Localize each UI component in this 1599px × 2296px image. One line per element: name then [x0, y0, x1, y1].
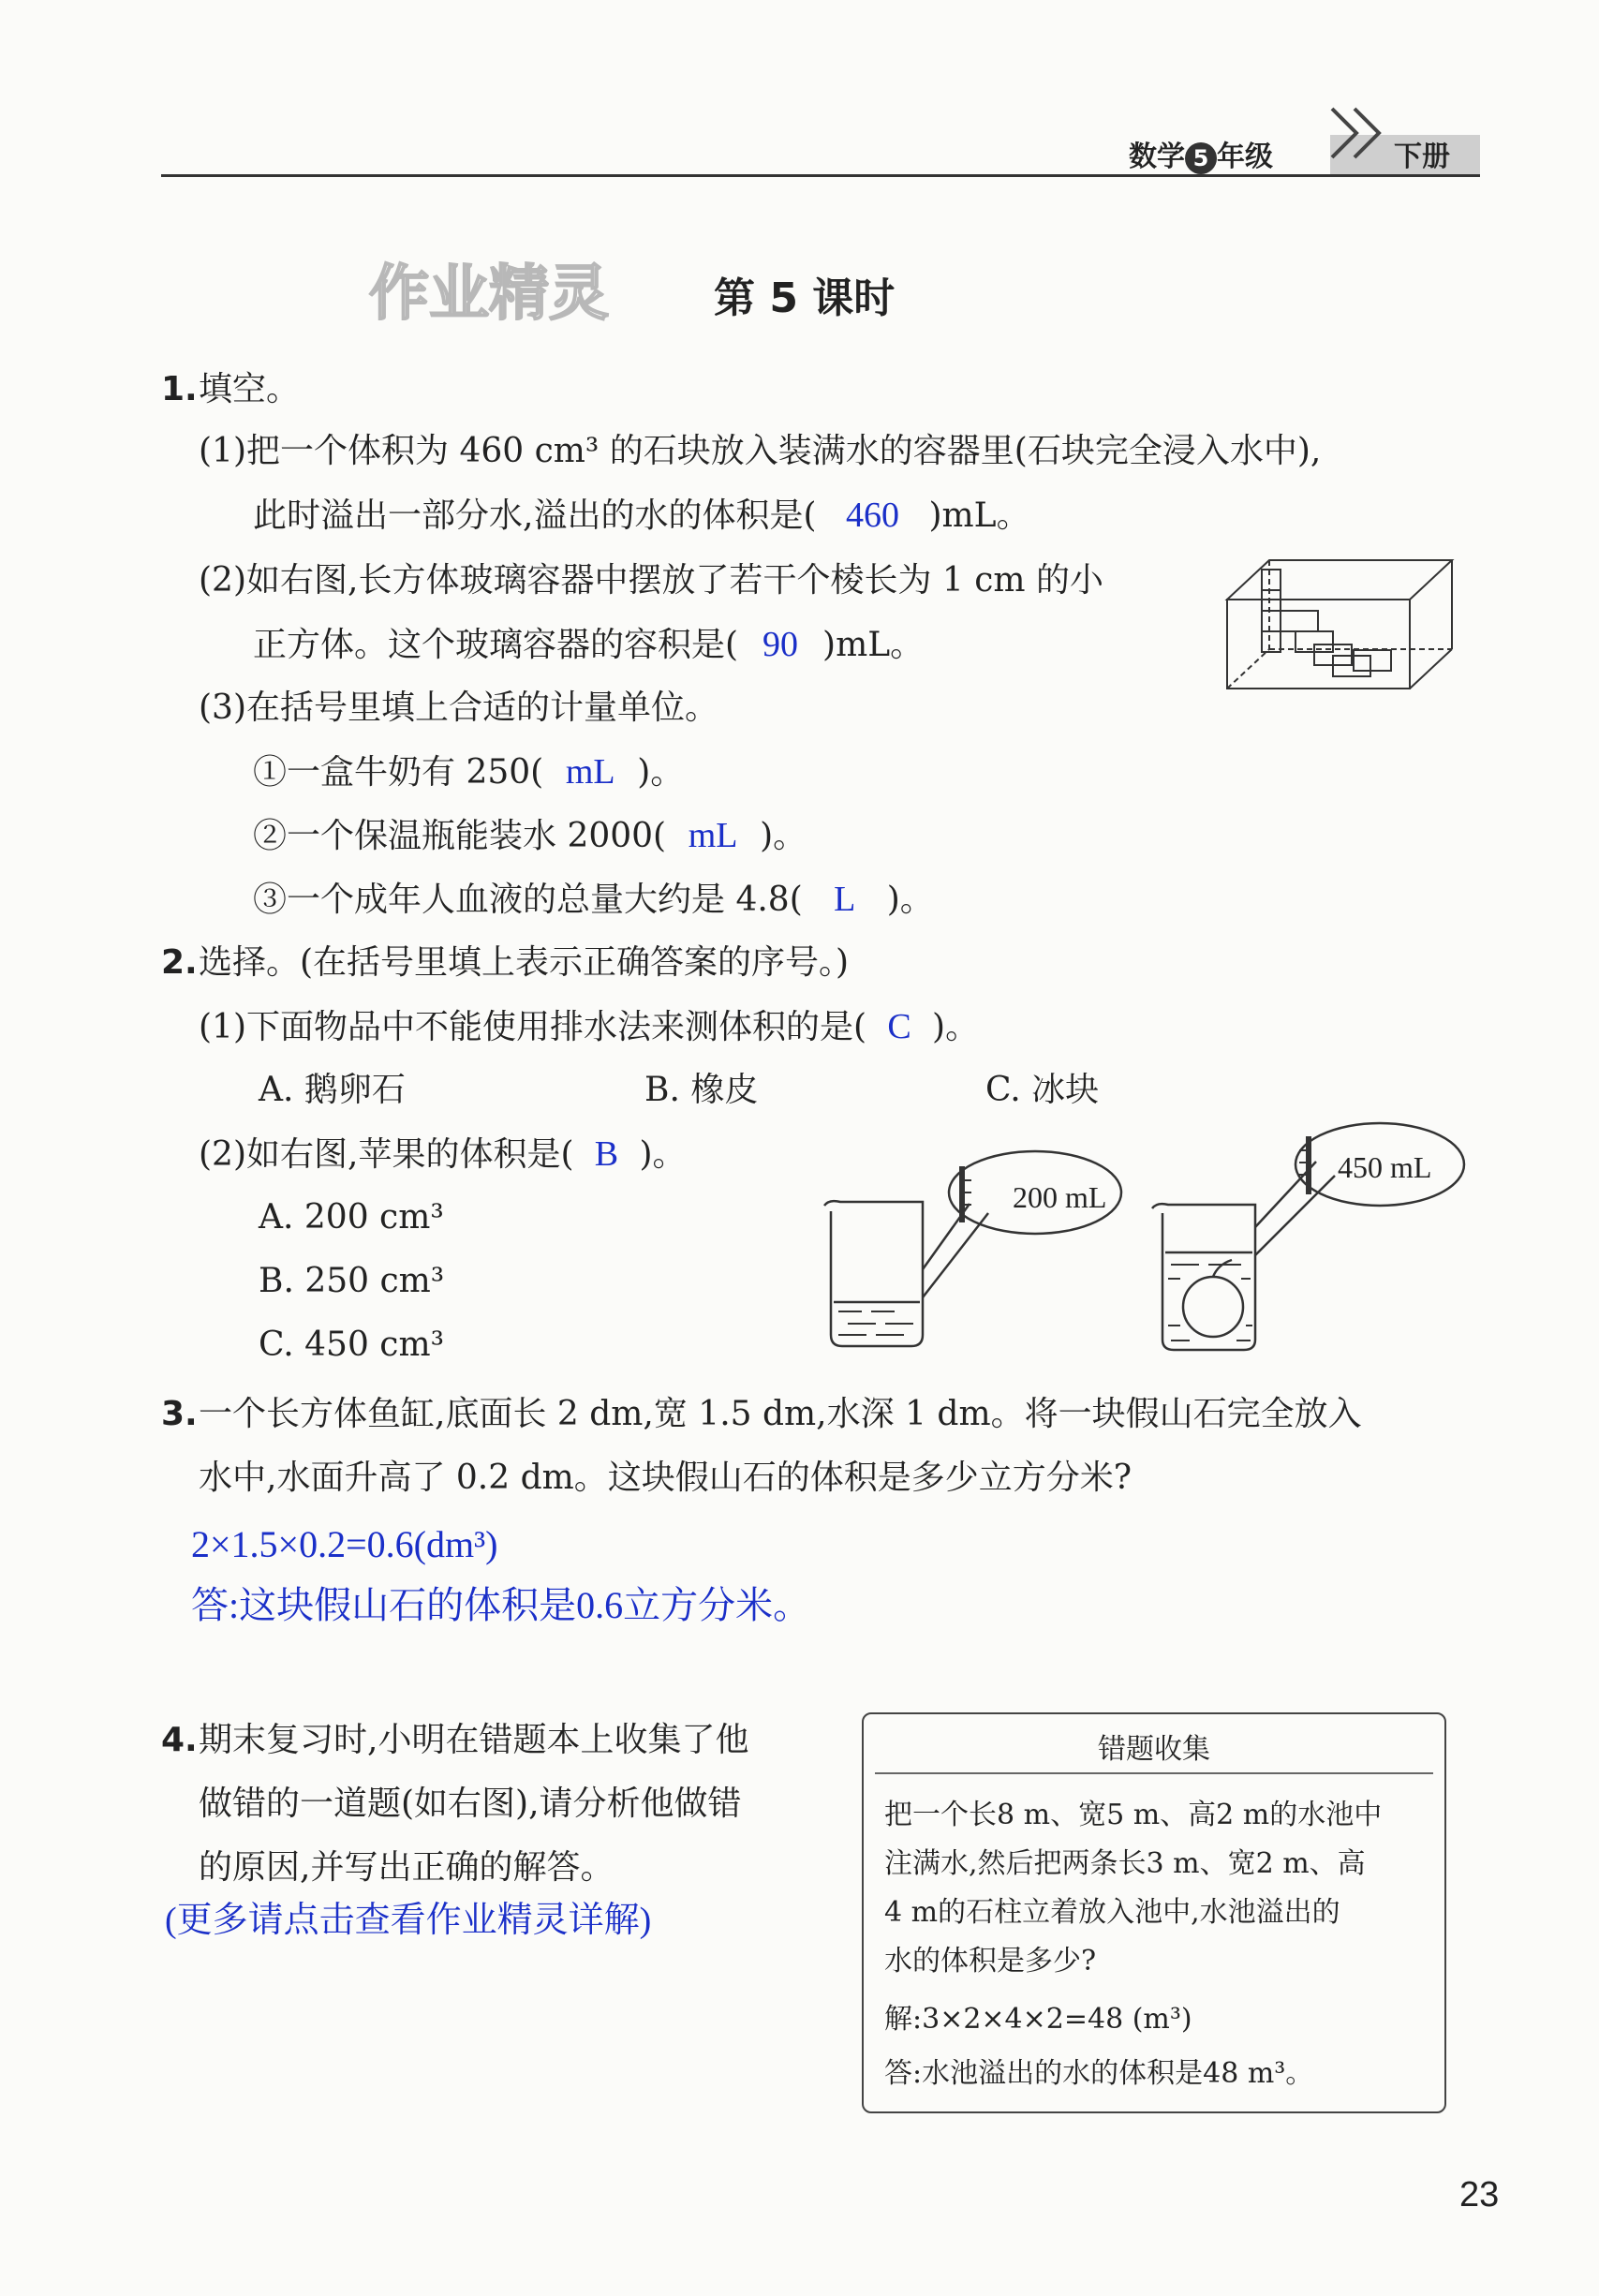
q1-p3-label: (3)在括号里填上合适的计量单位。 — [199, 689, 718, 727]
q2-p2-option-a: A. 200 cm³ — [259, 1198, 444, 1237]
error-collection-box — [862, 1712, 1446, 2113]
q2-p1-text-a: (1)下面物品中不能使用排水法来测体积的是( — [199, 1008, 867, 1046]
q1-p1-text-a: 此时溢出一部分水,溢出的水的体积是( — [253, 496, 817, 535]
q1-number: 1. — [161, 370, 198, 408]
q2-p2 — [199, 1132, 687, 1178]
q2-p2-text-b: )。 — [639, 1135, 687, 1174]
q1-p1-answer: 460 — [846, 496, 899, 535]
q4-line3: 的原因,并写出正确的解答。 — [199, 1848, 614, 1887]
q2-p1-option-b: B. 橡皮 — [644, 1071, 759, 1109]
watermark-title: 作业精灵 — [369, 259, 609, 329]
error-box-divider — [875, 1772, 1433, 1774]
q1-p3c-text-a: ③一个成年人血液的总量大约是 4.8( — [253, 881, 803, 919]
q1-p3a-answer: mL — [565, 752, 615, 792]
q1-p3a-text-b: )。 — [637, 753, 685, 792]
q2-p1-answer: C — [887, 1007, 911, 1046]
q2-p2-answer: B — [594, 1134, 619, 1174]
header-grade: 年级 — [1217, 141, 1273, 173]
q1-p1-line1: (1)把一个体积为 460 cm³ 的石块放入装满水的容器里(石块完全浸入水中), — [199, 432, 1322, 470]
q2-p1-option-a: A. 鹅卵石 — [259, 1071, 406, 1109]
q3-answer-calc: 2×1.5×0.2=0.6(dm³) — [191, 1523, 498, 1565]
error-box-line4: 水的体积是多少? — [884, 1945, 1097, 1978]
q2-p1-text-b: )。 — [932, 1008, 980, 1046]
header-subject: 数学 — [1129, 141, 1185, 173]
header-subject-grade — [1129, 133, 1273, 174]
error-box-solution: 解:3×2×4×2=48 (m³) — [884, 2003, 1192, 2036]
q4-line1: 期末复习时,小明在错题本上收集了他 — [199, 1721, 749, 1759]
q1-p3b — [253, 813, 807, 859]
header-rule — [161, 174, 1480, 177]
error-box-line3: 4 m的石柱立着放入池中,水池溢出的 — [884, 1896, 1340, 1929]
q1-p2-line2 — [253, 622, 924, 668]
q1-p2-answer: 90 — [762, 625, 799, 664]
double-chevron-icon — [1328, 105, 1394, 161]
q1-p3b-answer: mL — [688, 816, 738, 855]
q2-p1 — [199, 1004, 979, 1050]
q1-p3c — [253, 877, 934, 923]
q1-p2-line1: (2)如右图,长方体玻璃容器中摆放了若干个棱长为 1 cm 的小 — [199, 561, 1103, 600]
glass-container-figure — [1222, 553, 1457, 693]
error-box-answer: 答:水池溢出的水的体积是48 m³。 — [884, 2057, 1314, 2090]
q2-p1-option-c: C. 冰块 — [985, 1071, 1100, 1109]
beaker2-label: 450 mL — [1338, 1150, 1432, 1184]
header-volume: 下册 — [1394, 141, 1450, 173]
page-number: 23 — [1459, 2175, 1500, 2215]
error-box-title: 错题收集 — [1098, 1733, 1210, 1766]
q3-line1: 一个长方体鱼缸,底面长 2 dm,宽 1.5 dm,水深 1 dm。将一块假山石完全放入 — [199, 1395, 1362, 1433]
page-title: 第 5 课时 — [714, 274, 896, 322]
q3-answer-text: 答:这块假山石的体积是0.6立方分米。 — [191, 1584, 811, 1626]
q1-p2-text-a: 正方体。这个玻璃容器的容积是( — [253, 626, 739, 664]
q2-p2-option-c: C. 450 cm³ — [259, 1326, 445, 1364]
q1-p3b-text-b: )。 — [760, 817, 807, 855]
q3-line2: 水中,水面升高了 0.2 dm。这块假山石的体积是多少立方分米? — [199, 1459, 1133, 1497]
q3-number: 3. — [161, 1395, 198, 1433]
q1-p3a — [253, 749, 684, 795]
grade-badge: 5 — [1185, 142, 1217, 174]
q2-number: 2. — [161, 943, 198, 982]
q2-p2-option-b: B. 250 cm³ — [259, 1262, 445, 1300]
q1-p3c-text-b: )。 — [886, 881, 934, 919]
q1-label: 填空。 — [199, 370, 301, 408]
q1-p3a-text-a: ①一盒牛奶有 250( — [253, 753, 544, 792]
q1-p2-text-b: )mL。 — [822, 626, 925, 664]
beaker1-label: 200 mL — [1013, 1180, 1107, 1214]
more-details-link[interactable]: (更多请点击查看作业精灵详解) — [165, 1901, 652, 1940]
q1-p1-line2 — [253, 493, 1030, 539]
q1-p3b-text-a: ②一个保温瓶能装水 2000( — [253, 817, 667, 855]
q2-p2-text-a: (2)如右图,苹果的体积是( — [199, 1135, 574, 1174]
error-box-line2: 注满水,然后把两条长3 m、宽2 m、高 — [884, 1847, 1366, 1880]
error-box-line1: 把一个长8 m、宽5 m、高2 m的水池中 — [884, 1799, 1383, 1831]
q4-number: 4. — [161, 1721, 198, 1759]
q4-line2: 做错的一道题(如右图),请分析他做错 — [199, 1785, 742, 1823]
q1-p1-text-b: )mL。 — [928, 496, 1030, 535]
q1-p3c-answer: L — [834, 880, 856, 919]
q2-label: 选择。(在括号里填上表示正确答案的序号。) — [199, 943, 850, 982]
